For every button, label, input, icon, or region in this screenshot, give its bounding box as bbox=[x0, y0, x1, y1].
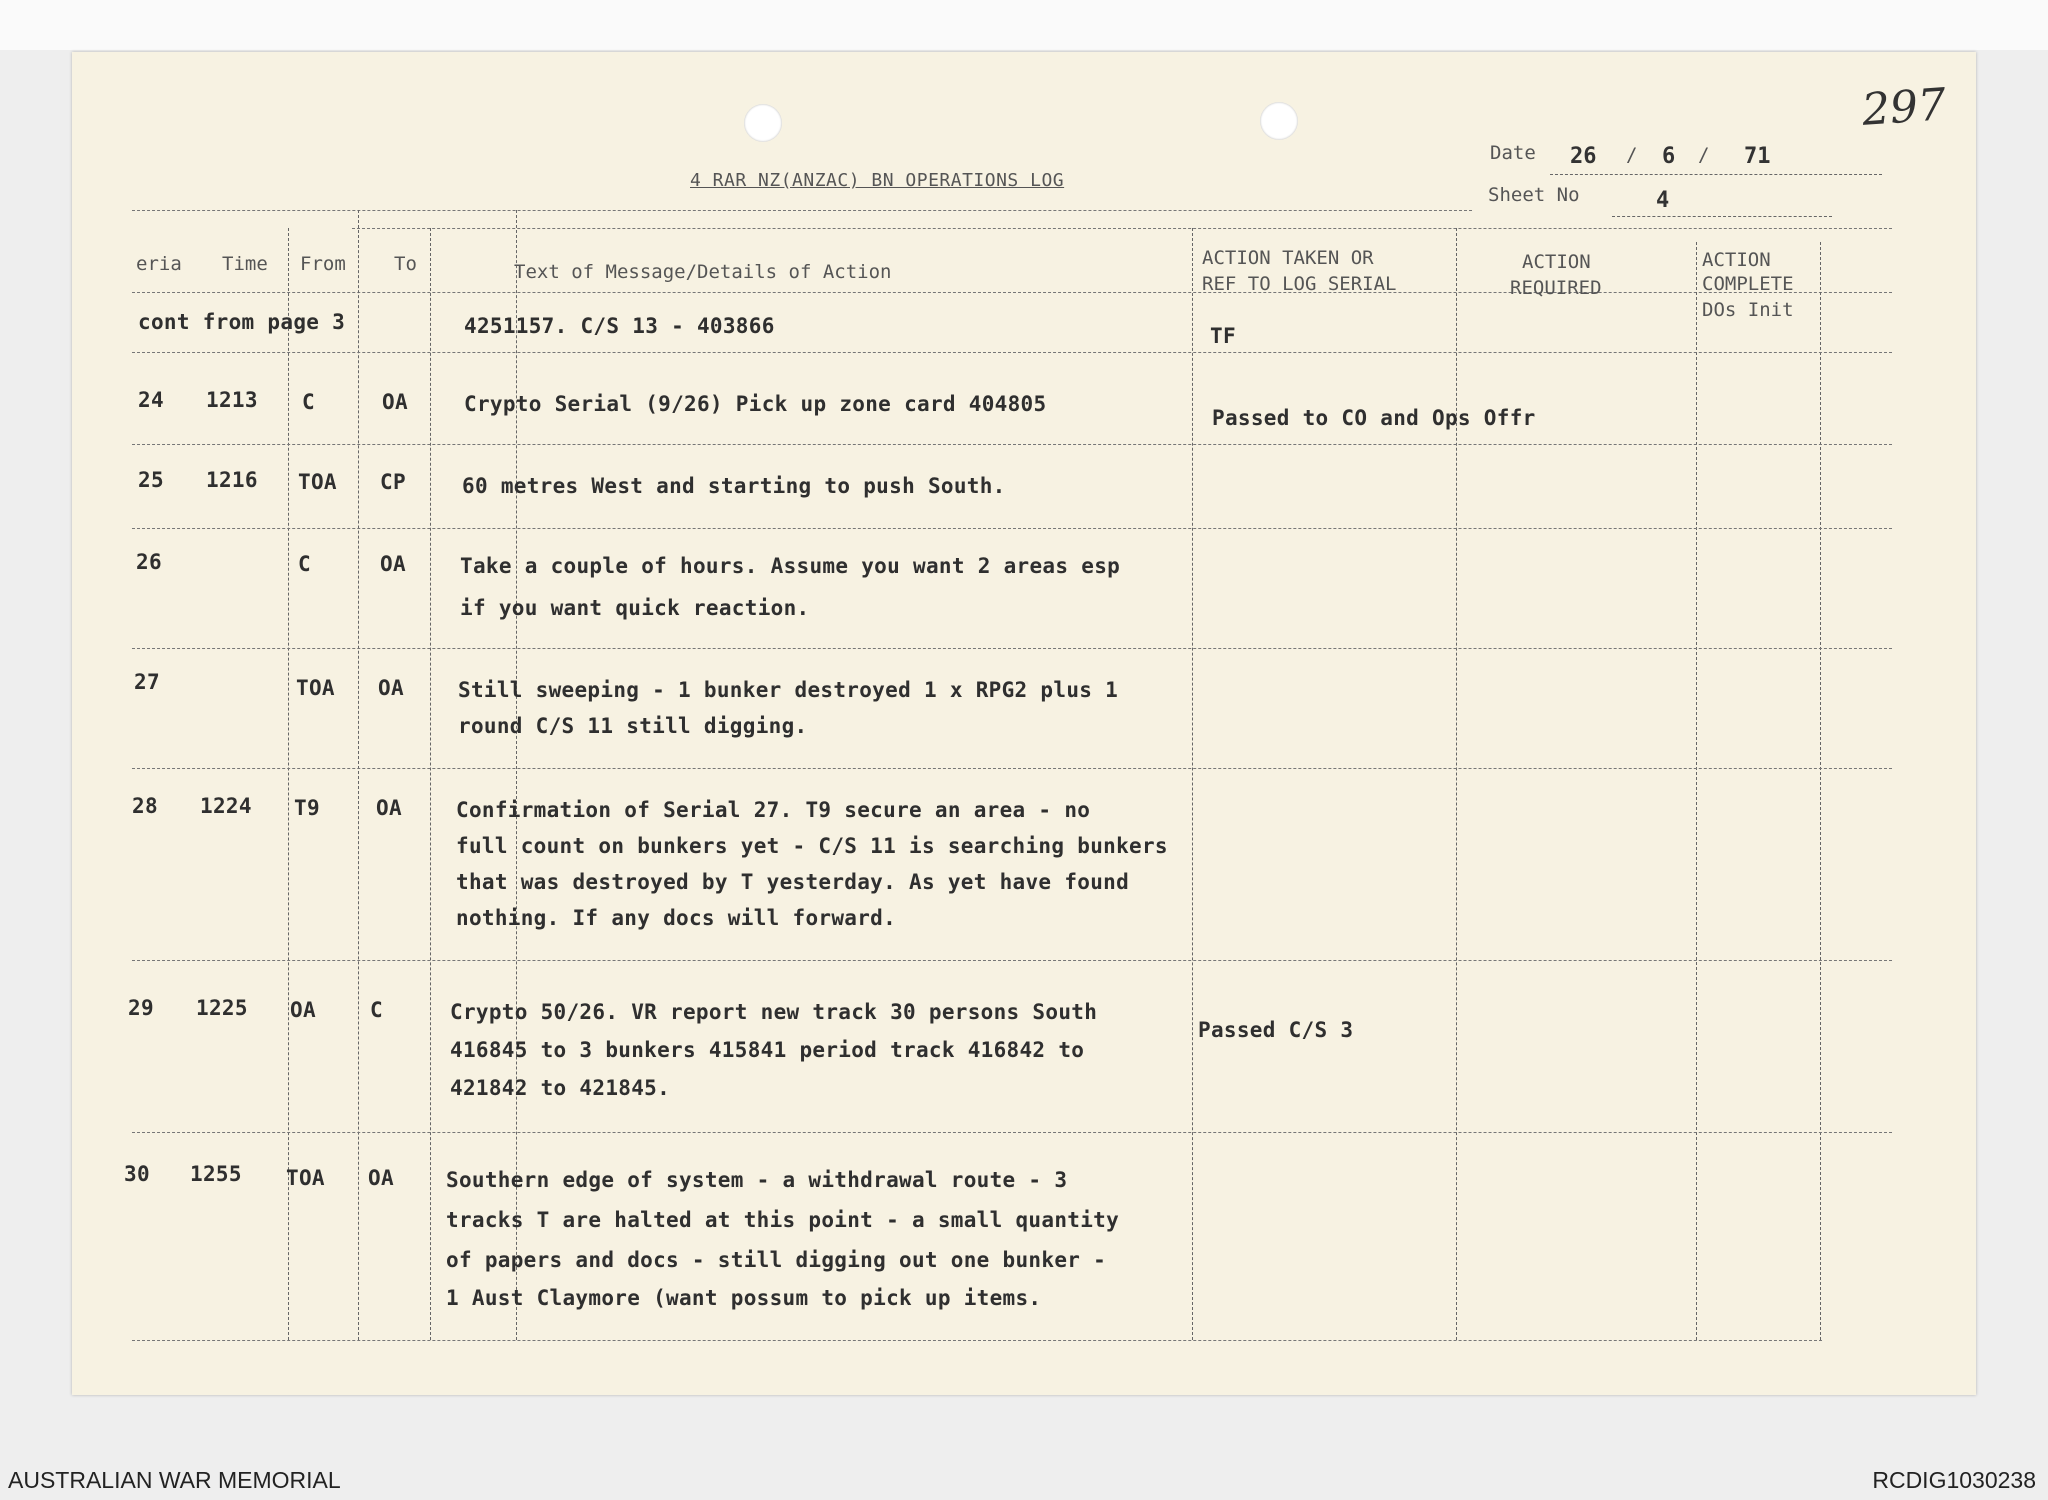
row-29-from: OA bbox=[290, 998, 316, 1022]
row-29-text-line-3: 421842 to 421845. bbox=[450, 1076, 671, 1100]
row-30-text-line-2: tracks T are halted at this point - a small quantity bbox=[446, 1208, 1120, 1232]
row-24-from: C bbox=[302, 390, 315, 414]
row-24-action: Passed to CO and Ops Offr bbox=[1212, 406, 1536, 430]
row-27-serial: 27 bbox=[134, 670, 160, 694]
table-bottom-line bbox=[132, 1340, 1822, 1341]
row-cont-action: TF bbox=[1210, 324, 1236, 348]
header-bottom-line bbox=[132, 292, 1892, 293]
row-27-from: TOA bbox=[296, 676, 335, 700]
row-divider bbox=[132, 768, 1892, 769]
row-26-serial: 26 bbox=[136, 550, 162, 574]
row-25-serial: 25 bbox=[138, 468, 164, 492]
date-day: 26 bbox=[1570, 144, 1597, 169]
row-28-text-line-4: nothing. If any docs will forward. bbox=[456, 906, 897, 930]
row-divider bbox=[132, 444, 1892, 445]
sheet-label: Sheet No bbox=[1488, 184, 1580, 206]
row-30-text-line-4: 1 Aust Claymore (want possum to pick up items. bbox=[446, 1286, 1042, 1310]
row-24-to: OA bbox=[382, 390, 408, 414]
col-header-serial: eria bbox=[136, 253, 182, 275]
row-30-serial: 30 bbox=[124, 1162, 150, 1186]
col-divider-from bbox=[358, 210, 359, 1340]
date-sep-2: / bbox=[1698, 144, 1710, 166]
row-25-to: CP bbox=[380, 470, 406, 494]
date-sep-1: / bbox=[1626, 144, 1638, 166]
log-sheet bbox=[72, 52, 1976, 1395]
footer-source: AUSTRALIAN WAR MEMORIAL bbox=[8, 1467, 341, 1493]
row-29-text-line-2: 416845 to 3 bunkers 415841 period track 416842 to bbox=[450, 1038, 1085, 1062]
row-divider bbox=[132, 1132, 1892, 1133]
row-30-to: OA bbox=[368, 1166, 394, 1190]
header-top-line bbox=[352, 228, 1892, 229]
row-cont-serial: cont from page 3 bbox=[138, 310, 346, 334]
row-30-from: TOA bbox=[286, 1166, 325, 1190]
col-divider-to bbox=[430, 228, 431, 1340]
col-divider-action-taken bbox=[1192, 228, 1193, 1340]
row-26-from: C bbox=[298, 552, 311, 576]
page-number: 297 bbox=[1860, 79, 1948, 136]
row-28-to: OA bbox=[376, 796, 402, 820]
row-24-time: 1213 bbox=[206, 388, 258, 412]
row-25-time: 1216 bbox=[206, 468, 258, 492]
row-divider bbox=[132, 352, 1892, 353]
log-title: 4 RAR NZ(ANZAC) BN OPERATIONS LOG bbox=[690, 170, 1065, 191]
row-29-serial: 29 bbox=[128, 996, 154, 1020]
table-right-edge bbox=[1820, 242, 1821, 1340]
row-24-text-line-1: Crypto Serial (9/26) Pick up zone card 404805 bbox=[464, 392, 1047, 416]
punch-hole-left bbox=[744, 104, 782, 142]
row-divider bbox=[132, 648, 1892, 649]
row-26-to: OA bbox=[380, 552, 406, 576]
sheet-number: 4 bbox=[1656, 188, 1670, 213]
col-header-time: Time bbox=[222, 253, 268, 275]
row-26-text-line-2: if you want quick reaction. bbox=[460, 596, 810, 620]
row-25-from: TOA bbox=[298, 470, 337, 494]
row-27-to: OA bbox=[378, 676, 404, 700]
row-28-text-line-1: Confirmation of Serial 27. T9 secure an area - no bbox=[456, 798, 1091, 822]
row-divider bbox=[132, 960, 1892, 961]
row-24-serial: 24 bbox=[138, 388, 164, 412]
row-28-text-line-3: that was destroyed by T yesterday. As yet have found bbox=[456, 870, 1130, 894]
row-30-text-line-1: Southern edge of system - a withdrawal route - 3 bbox=[446, 1168, 1068, 1192]
col-header-action-complete-3: DOs Init bbox=[1702, 299, 1794, 321]
row-26-text-line-1: Take a couple of hours. Assume you want 2 areas esp bbox=[460, 554, 1121, 578]
scan-background-top bbox=[0, 0, 2048, 50]
col-header-action-taken-1: ACTION TAKEN OR bbox=[1202, 247, 1374, 269]
col-divider-action-required bbox=[1456, 228, 1457, 1340]
row-cont-text-line-1: 4251157. C/S 13 - 403866 bbox=[464, 314, 775, 338]
date-underline bbox=[1550, 174, 1882, 175]
row-29-action: Passed C/S 3 bbox=[1198, 1018, 1354, 1042]
row-28-time: 1224 bbox=[200, 794, 252, 818]
row-27-text-line-2: round C/S 11 still digging. bbox=[458, 714, 808, 738]
row-29-text-line-1: Crypto 50/26. VR report new track 30 persons South bbox=[450, 1000, 1098, 1024]
table-top-line bbox=[132, 210, 1472, 211]
row-30-time: 1255 bbox=[190, 1162, 242, 1186]
col-header-text: Text of Message/Details of Action bbox=[514, 261, 892, 283]
date-label: Date bbox=[1490, 142, 1536, 164]
col-header-action-taken-2: REF TO LOG SERIAL bbox=[1202, 273, 1397, 295]
col-divider-action-complete bbox=[1696, 242, 1697, 1340]
sheet-underline bbox=[1612, 216, 1832, 217]
col-header-action-complete-1: ACTION bbox=[1702, 249, 1771, 271]
row-30-text-line-3: of papers and docs - still digging out one bunker - bbox=[446, 1248, 1107, 1272]
col-header-to: To bbox=[394, 253, 417, 275]
row-29-time: 1225 bbox=[196, 996, 248, 1020]
row-28-serial: 28 bbox=[132, 794, 158, 818]
row-28-text-line-2: full count on bunkers yet - C/S 11 is searching bunkers bbox=[456, 834, 1168, 858]
date-month: 6 bbox=[1662, 144, 1676, 169]
footer-id: RCDIG1030238 bbox=[1872, 1467, 2036, 1493]
row-29-to: C bbox=[370, 998, 383, 1022]
col-header-action-required-2: REQUIRED bbox=[1510, 277, 1602, 299]
col-header-from: From bbox=[300, 253, 346, 275]
punch-hole-right bbox=[1260, 102, 1298, 140]
row-28-from: T9 bbox=[294, 796, 320, 820]
col-header-action-required-1: ACTION bbox=[1522, 251, 1591, 273]
row-27-text-line-1: Still sweeping - 1 bunker destroyed 1 x RPG2 plus 1 bbox=[458, 678, 1119, 702]
col-header-action-complete-2: COMPLETE bbox=[1702, 273, 1794, 295]
row-divider bbox=[132, 528, 1892, 529]
row-25-text-line-1: 60 metres West and starting to push South. bbox=[462, 474, 1006, 498]
date-year: 71 bbox=[1744, 144, 1771, 169]
